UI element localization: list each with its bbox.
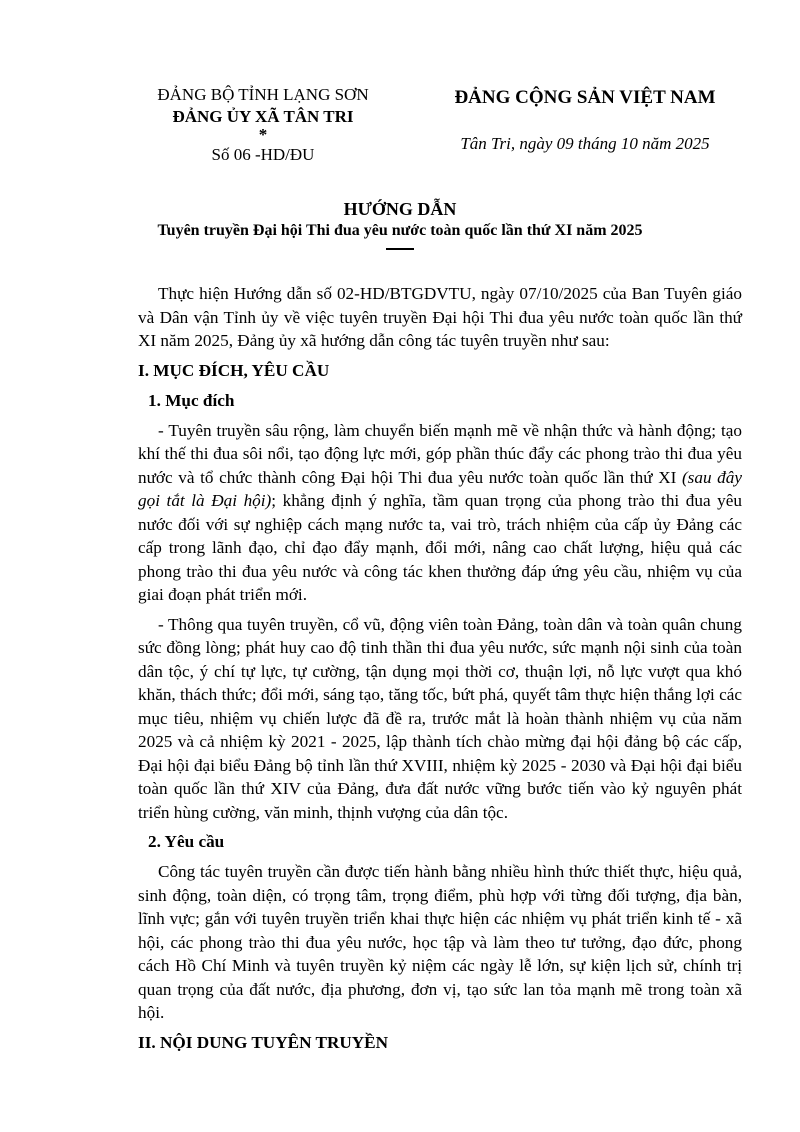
section-1-heading: I. MỤC ĐÍCH, YÊU CẦU (138, 360, 330, 380)
issuing-organization: ĐẢNG ỦY XÃ TÂN TRI (172, 107, 354, 126)
document-type-title: HƯỚNG DẪN (343, 199, 457, 219)
purpose-paragraph-2: - Thông qua tuyên truyền, cổ vũ, động viên toàn Đảng, toàn dân và toàn quân chung sức đồng lòng; phát huy cao độ tinh thần thi đua yêu nước, sức mạnh nội sinh của toàn dân tộc, ý chí tự lực, tự cường, tận dụng mọi thời cơ, thuận lợi, nỗ lực vượt qua khó khăn, thách thức; đổi mới, sáng tạo, tăng tốc, bứt phá, quyết tâm thực hiện thắng lợi các mục tiêu, nhiệm vụ chiến lược đã đề ra, trước mắt là hoàn thành nhiệm vụ của năm 2025 và cả nhiệm kỳ 2021 - 2025, lập thành tích chào mừng đại hội đảng bộ các cấp, Đại hội đại biểu Đảng bộ tỉnh lần thứ XVIII, nhiệm kỳ 2025 - 2030 và Đại hội đại biểu toàn quốc lần thứ XIV của Đảng, đưa đất nước vững bước tiến vào kỷ nguyên phát triển hùng cường, văn minh, thịnh vượng của dân tộc. (138, 614, 742, 822)
star-separator: * (258, 125, 268, 144)
party-name: ĐẢNG CỘNG SẢN VIỆT NAM (454, 87, 716, 108)
requirement-paragraph: Công tác tuyên truyền cần được tiến hành bằng nhiều hình thức thiết thực, hiệu quả, sinh động, toàn diện, có trọng tâm, trọng điểm, phù hợp với từng đối tượng, địa bàn, lĩnh vực; gắn với tuyên truyền triển khai thực hiện các nhiệm vụ phát triển kinh tế - xã hội, các phong trào thi đua yêu nước, học tập và làm theo tư tưởng, đạo đức, phong cách Hồ Chí Minh và tuyên truyền kỷ niệm các ngày lễ lớn, sự kiện lịch sử, chính trị quan trọng của đất nước, địa phương, đơn vị, tạo sức lan tỏa mạnh mẽ trong toàn xã hội. (138, 862, 742, 1022)
document-date: Tân Tri, ngày 09 tháng 10 năm 2025 (460, 134, 710, 153)
title-divider (386, 248, 414, 250)
intro-paragraph: Thực hiện Hướng dẫn số 02-HD/BTGDVTU, ngày 07/10/2025 của Ban Tuyên giáo và Dân vận Tỉnh ủy về việc tuyên truyền Đại hội Thi đua yêu nước toàn quốc lần thứ XI năm 2025, Đảng ủy xã hướng dẫn công tác tuyên truyền như sau: (138, 284, 742, 350)
document-subject: Tuyên truyền Đại hội Thi đua yêu nước toàn quốc lần thứ XI năm 2025 (157, 222, 643, 239)
section-2-heading: II. NỘI DUNG TUYÊN TRUYỀN (138, 1032, 389, 1052)
purpose-paragraph-1-italic: (sau đây gọi tắt là Đại hội) (138, 467, 742, 510)
parent-organization: ĐẢNG BỘ TỈNH LẠNG SƠN (157, 85, 369, 104)
purpose-paragraph-1-text-b: ; khẳng định ý nghĩa, tầm quan trọng của phong trào thi đua yêu nước đối với sự nghiệp cách mạng nước ta, vai trò, trách nhiệm của cấp ủy Đảng các cấp trong lãnh đạo, chỉ đạo đẩy mạnh, đổi mới, nâng cao chất lượng, hiệu quả các phong trào thi đua yêu nước và công tác khen thưởng đáp ứng yêu cầu, nhiệm vụ của giai đoạn phát triển mới. (138, 491, 742, 604)
subsection-2-heading: 2. Yêu cầu (148, 832, 225, 851)
title-block (100, 198, 700, 250)
purpose-paragraph-1 (138, 419, 742, 607)
subsection-1-heading: 1. Mục đích (148, 390, 235, 410)
purpose-paragraph-1-text-a: - Tuyên truyền sâu rộng, làm chuyển biến mạnh mẽ về nhận thức và hành động; tạo khí thế thi đua sôi nổi, tạo động lực mới, góp phần thúc đẩy các phong trào thi đua yêu nước và tổ chức thành công Đại hội Thi đua yêu nước toàn quốc lần thứ XI (138, 420, 742, 487)
document-number: Số 06 -HD/ĐU (211, 145, 315, 164)
national-heading-block (430, 84, 740, 154)
issuer-block (128, 84, 398, 166)
document-body (138, 282, 742, 1061)
